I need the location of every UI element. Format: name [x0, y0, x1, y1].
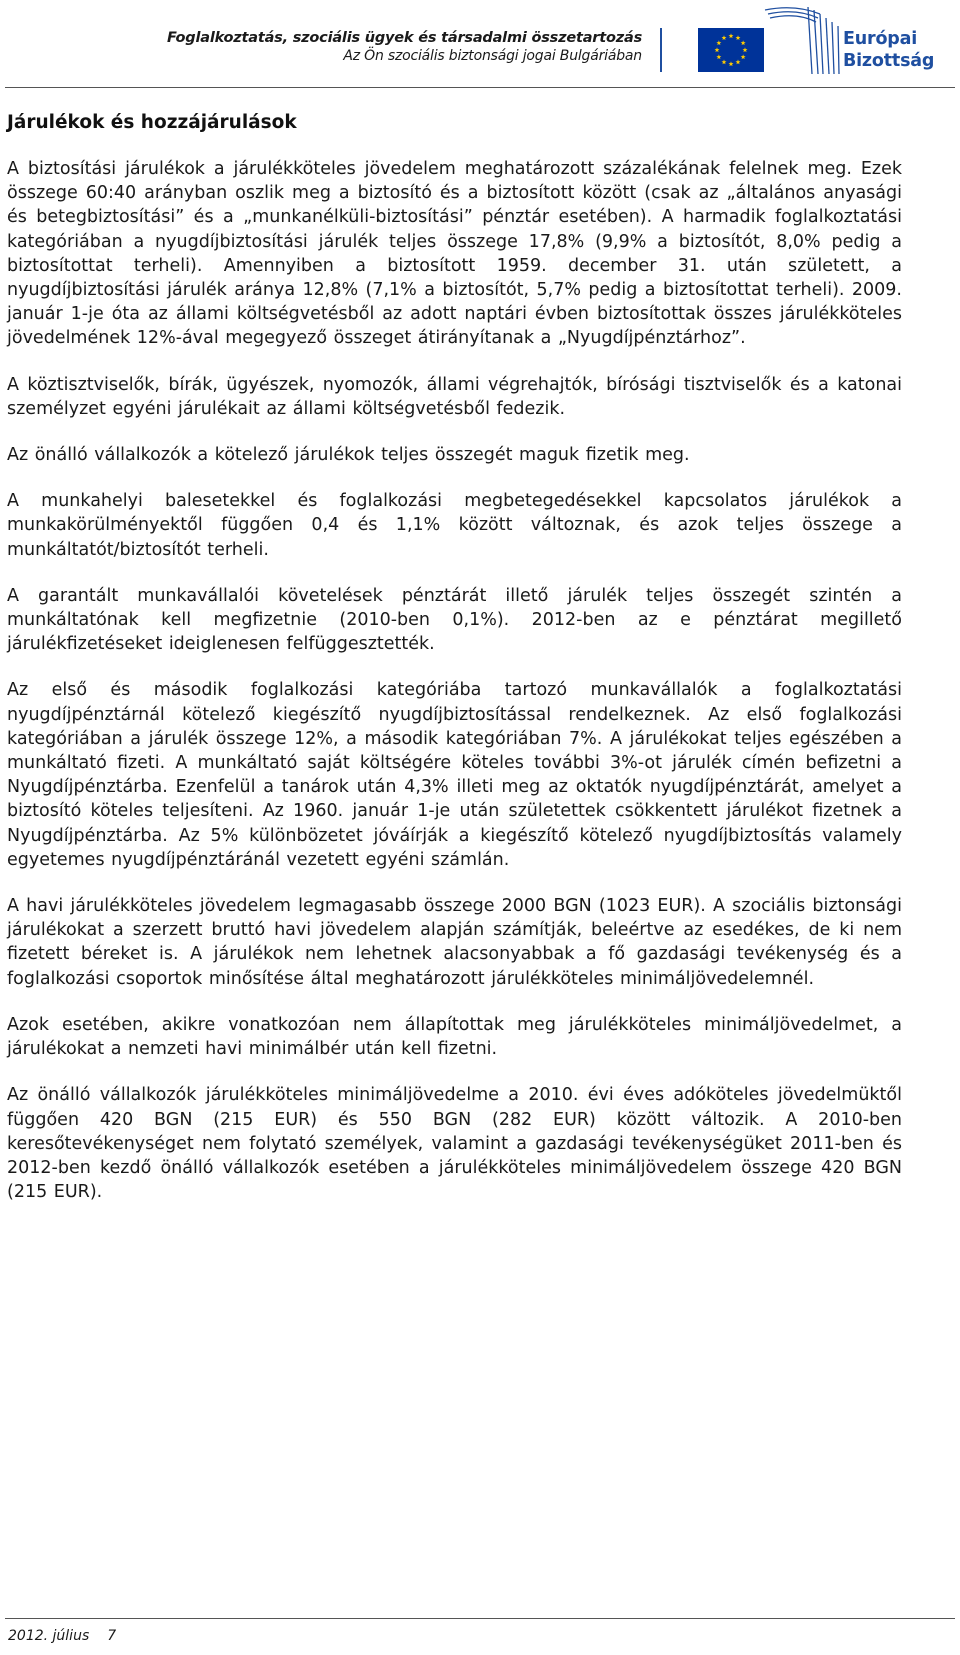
page-number: 7 — [107, 1628, 117, 1644]
paragraph: Azok esetében, akikre vonatkozóan nem állapítottak meg járulékköteles minimáljövedelmet, a járulékokat a nemzeti havi minimálbér után kell fizetni. — [7, 1014, 902, 1060]
main-content — [7, 112, 902, 1226]
paragraph: A havi járulékköteles jövedelem legmagasabb összege 2000 BGN (1023 EUR). A szociális biztonsági járulékokat a szerzett bruttó havi jövedelem alapján számítják, beleértve az esedékes, de ki nem fizetett béreket is. A járulékok nem lehetnek alacsonyabbak a fő gazdasági tevékenység és a foglalkozási csoportok minősítése által meghatározott járulékköteles minimáljövedelemnél. — [7, 896, 902, 989]
paragraph: A munkahelyi balesetekkel és foglalkozási megbetegedésekkel kapcsolatos járulékok a munkakörülményektől függően 0,4 és 1,1% között változnak, és azok teljes összege a munkáltatót/biztosítót terheli. — [7, 491, 902, 560]
paragraph: Az első és második foglalkozási kategóriába tartozó munkavállalók a foglalkoztatási nyugdíjpénztárnál kötelező kiegészítő nyugdíjbiztosítással rendelkeznek. Az első foglalkozási kategóriában a járulék összege 12%, a második kategóriában 7%. A járulékokat teljes egészében a munkáltató fizeti. A munkáltató saját költségére köteles további 3%-ot járulék címén befizetni a Nyugdíjpénztárba. Ezenfelül a tanárok után 4,3% illeti meg az oktatók nyugdíjpénztárát, amelyet a biztosító köteles teljesíteni. Az 1960. január 1-je után születettek csökkentett járulékot fizetnek a Nyugdíjpénztárba. Az 5% különbözetet jóváírják a kiegészítő kötelező nyugdíjbiztosítás valamely egyetemes nyugdíjpénztáránál vezetett egyéni számlán. — [7, 680, 902, 870]
page-footer — [8, 1628, 116, 1644]
header-divider — [660, 28, 662, 72]
paragraph: Az önálló vállalkozók járulékköteles minimáljövedelme a 2010. évi éves adóköteles jövedelmüktől függően 420 BGN (215 EUR) és 550 BGN (282 EUR) között változik. A 2010-ben keresőtevékenységet nem folytató személyek, valamint a gazdasági tevékenységüket 2011-ben és 2012-ben kezdő önálló vállalkozók esetében a járulékköteles minimáljövedelem összege 420 BGN (215 EUR). — [7, 1085, 902, 1203]
paragraph: A köztisztviselők, bírák, ügyészek, nyomozók, állami végrehajtók, bírósági tisztviselők és a katonai személyzet egyéni járulékait az állami költségvetésből fedezik. — [7, 374, 902, 419]
paragraph: A garantált munkavállalói követelések pénztárát illető járulék teljes összegét szintén a munkáltatónak kell megfizetnie (2010-ben 0,1%). 2012-ben az e pénztárat megillető járulékfizetéseket ideiglenesen felfüggesztették. — [7, 585, 902, 655]
page-header — [167, 30, 642, 64]
paragraph: A biztosítási járulékok a járulékköteles jövedelem meghatározott százalékának felelnek meg. Ezek összege 60:40 arányban oszlik meg a biztosító és a biztosított között (csak az „általános anyasági és betegbiztosítási” és a „munkanélküli-biztosítási” pénztár esetében). A harmadik foglalkoztatási kategóriában a nyugdíjbiztosítási járulék teljes összege 17,8% (9,9% a biztosítót, 8,0% pedig a biztosítottat terheli). Amennyiben a biztosított 1959. december 31. után született, a nyugdíjbiztosítási járulék aránya 12,8% (7,1% a biztosítót, 5,7% pedig a biztosítottat terheli). 2009. január 1-je óta az állami költségvetésből az adott naptári évben biztosítottak összes járulékköteles jövedelmének 12%-ával megegyező összeget átirányítanak a „Nyugdíjpénztárhoz”. — [7, 159, 902, 349]
org-name — [843, 28, 934, 72]
section-heading: Járulékok és hozzájárulások — [7, 112, 297, 133]
org-name-line2: Bizottság — [843, 51, 935, 71]
paragraph: Az önálló vállalkozók a kötelező járulékok teljes összegét maguk fizetik meg. — [7, 445, 690, 466]
header-title: Foglalkoztatás, szociális ügyek és társadalmi összetartozás — [166, 30, 642, 46]
footer-date: 2012. július — [8, 1628, 90, 1644]
footer-rule — [5, 1618, 955, 1619]
header-rule — [5, 87, 955, 88]
org-name-line1: Európai — [843, 29, 918, 49]
header-subtitle: Az Ön szociális biztonsági jogai Bulgáriában — [343, 48, 642, 64]
